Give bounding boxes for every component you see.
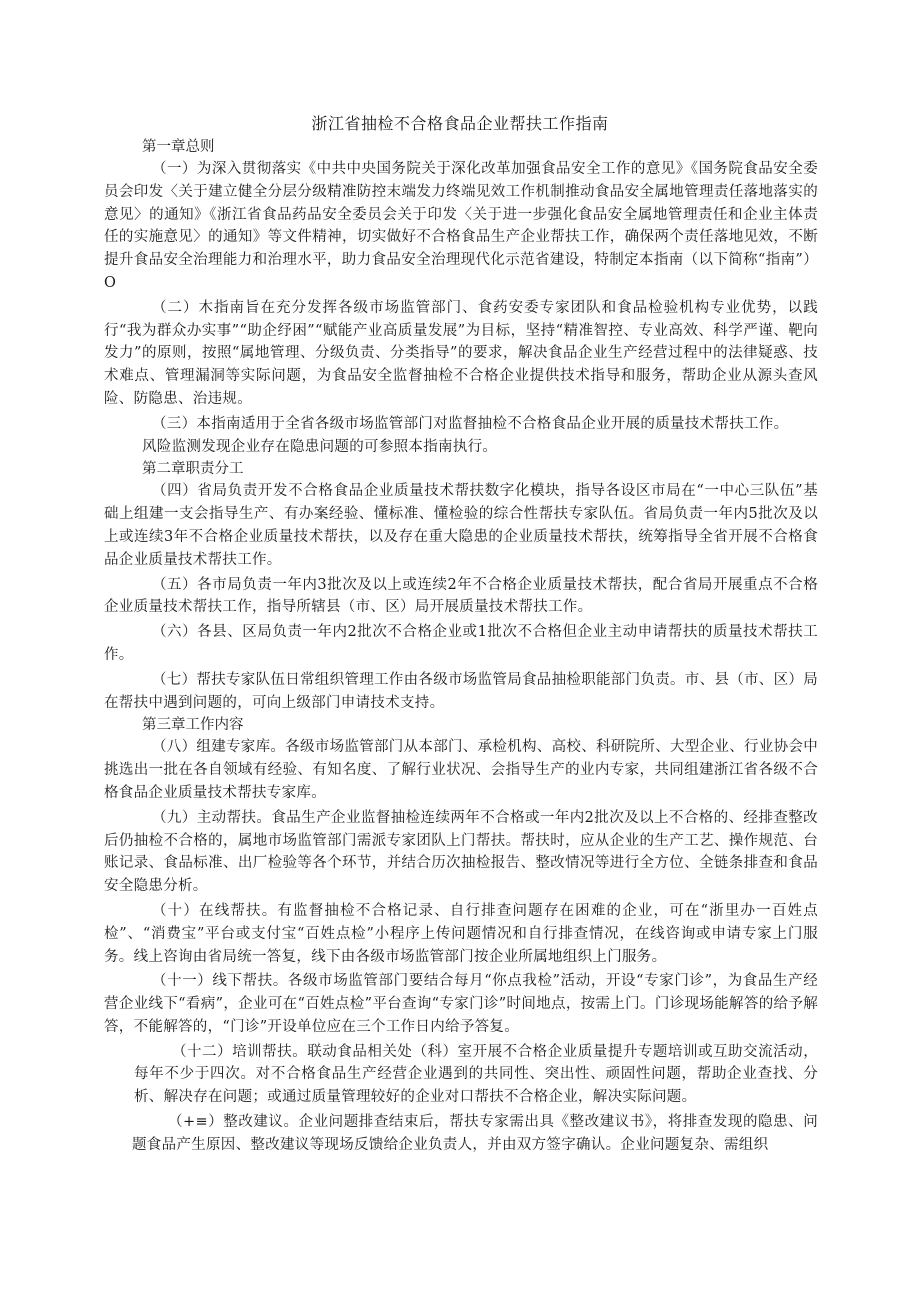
paragraph-13: （+≡）整改建议。企业问题排查结束后，帮扶专家需出具《整改建议书》，将排查发现的隐患、问题食品产生原因、整改建议等现场反馈给企业负责人，并由双方签字确认。企业问题复杂、需组织 [132, 1114, 818, 1153]
paragraph-8: （八）组建专家库。各级市场监管部门从本部门、承检机构、高校、科研院所、大型企业、行业协会中挑选出一批在各自领域有经验、有知名度、了解行业状况、会指导生产的业内专家，共同组建浙江省各级不合格食品企业质量技术帮扶专家库。 [104, 739, 818, 801]
paragraph-4: （四）省局负责开发不合格食品企业质量技术帮扶数字化模块，指导各设区市局在“一中心三队伍”基础上组建一支会指导生产、有办案经验、懂标准、懂检验的综合性帮扶专家队伍。省局负责一年内5批次及以上或连续3年不合格企业质量技术帮扶，以及存在重大隐患的企业质量技术帮扶，统筹指导全省开展不合格食品企业质量技术帮扶工作。 [104, 483, 818, 568]
chapter-heading-1: 第一章总则 [142, 139, 215, 155]
paragraph-11: （十一）线下帮扶。各级市场监管部门要结合每月“你点我检”活动，开设“专家门诊”，为食品生产经营企业线下“看病”，企业可在“百姓点检”平台查询“专家门诊”时间地点，按需上门。门诊现场能解答的给予解答，不能解答的，“门诊”开设单位应在三个工作日内给予答复。 [104, 973, 818, 1035]
document-title: 浙江省抽检不合格食品企业帮扶工作指南 [311, 114, 609, 133]
paragraph-5: （五）各市局负责一年内3批次及以上或连续2年不合格企业质量技术帮扶，配合省局开展重点不合格企业质量技术帮扶工作，指导所辖县（市、区）局开展质量技术帮扶工作。 [104, 576, 818, 616]
paragraph-10: （十）在线帮扶。有监督抽检不合格记录、自行排查问题存在困难的企业，可在“浙里办一百姓点检”、“消费宝”平台或支付宝“百姓点检”小程序上传问题情况和自行排查情况，在线咨询或申请专家上门服务。线上咨询由省局统一答复，线下由各级市场监管部门按企业所属地组织上门服务。 [104, 902, 818, 965]
chapter-heading-3: 第三章工作内容 [142, 717, 244, 734]
paragraph-7: （七）帮扶专家队伍日常组织管理工作由各级市场监管局食品抽检职能部门负责。市、县（市、区）局在帮扶中遇到问题的，可向上级部门申请技术支持。 [104, 671, 818, 711]
paragraph-3: （三）本指南适用于全省各级市场监管部门对监督抽检不合格食品企业开展的质量技术帮扶工作。 [152, 415, 789, 432]
paragraph-12: （十二）培训帮扶。联动食品相关处（科）室开展不合格企业质量提升专题培训或互助交流活动，每年不少于四次。对不合格食品生产经营企业遇到的共同性、突出性、顽固性问题，帮助企业查找、分析、解决存在问题；或通过质量管理较好的企业对口帮扶不合格企业，解决实际问题。 [134, 1043, 818, 1106]
paragraph-3-continuation: 风险监测发现企业存在隐患问题的可参照本指南执行。 [142, 438, 498, 455]
document-body [104, 136, 818, 1157]
paragraph-6: （六）各县、区局负责一年内2批次不合格企业或1批次不合格但企业主动申请帮扶的质量技术帮扶工作。 [104, 624, 818, 663]
paragraph-1: （一）为深入贯彻落实《中共中央国务院关于深化改革加强食品安全工作的意见》《国务院食品安全委员会印发〈关于建立健全分层分级精准防控末端发力终端见效工作机制推动食品安全属地管理责任落地落实的意见〉的通知》《浙江省食品药品安全委员会关于印发〈关于进一步强化食品安全属地管理责任和企业主体责任的实施意见〉的通知》等文件精神，切实做好不合格食品生产企业帮扶工作，确保两个责任落地见效，不断提升食品安全治理能力和治理水平，助力食品安全治理现代化示范省建设，特制定本指南（以下简称“指南”）O [104, 161, 818, 291]
paragraph-9: （九）主动帮扶。食品生产企业监督抽检连续两年不合格或一年内2批次及以上不合格的、经排查整改后仍抽检不合格的，属地市场监管部门需派专家团队上门帮扶。帮扶时，应从企业的生产工艺、操作规范、台账记录、食品标准、出厂检验等各个环节，并结合历次抽检报告、整改情况等进行全方位、全链条排查和食品安全隐患分析。 [104, 809, 818, 895]
paragraph-2: （二）木指南旨在充分发挥各级市场监管部门、食药安委专家团队和食品检验机构专业优势，以践行“我为群众办实事”“助企纾困”“赋能产业高质量发展”为目标，坚持“精准智控、专业高效、科学严谨、靶向发力”的原则，按照“属地管理、分级负责、分类指导”的要求，解决食品企业生产经营过程中的法律疑惑、技术难点、管理漏洞等实际问题，为食品安全监督抽检不合格企业提供技术指导和服务，帮助企业从源头查风险、防隐患、治违规。 [104, 299, 818, 407]
chapter-heading-2: 第二章职责分工 [142, 461, 244, 478]
